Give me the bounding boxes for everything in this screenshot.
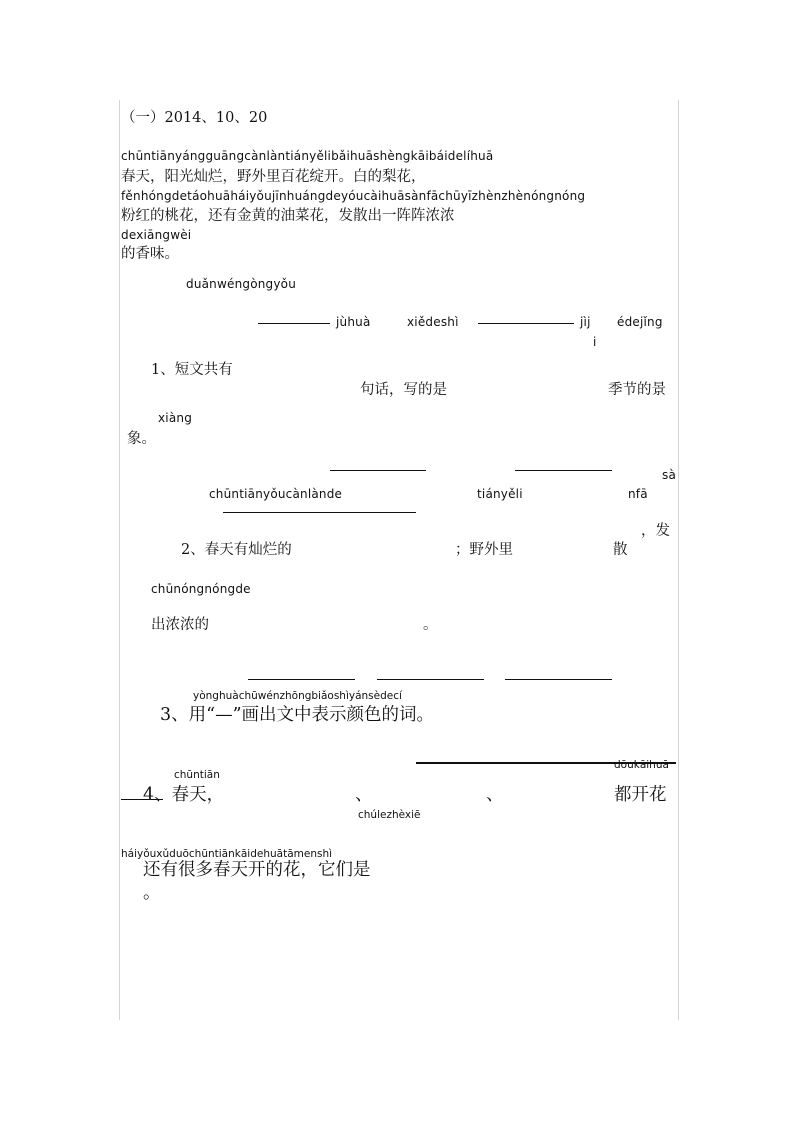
pinyin-nfa: nfā — [628, 487, 648, 501]
pinyin-sa: sà — [662, 468, 677, 482]
pinyin-chunongnong: chūnóngnóngde — [151, 582, 251, 596]
q4-text-part-3: 还有很多春天开的花，它们是 — [143, 860, 371, 880]
answer-blank — [478, 323, 574, 324]
q1-text-part-1: 1、短文共有 — [151, 362, 233, 378]
passage-pinyin-line-3: dexiāngwèi — [121, 228, 192, 242]
q2-text-part-4: 出浓浓的 — [151, 617, 209, 633]
answer-blank — [121, 799, 163, 800]
answer-blank — [330, 470, 426, 471]
q4-text-part-2: 都开花 — [614, 785, 667, 805]
q2-period: 。 — [423, 617, 438, 633]
q2-text-part-3: 散 — [613, 542, 628, 558]
q2-text-part-2: ；野外里 — [455, 542, 513, 558]
passage-pinyin-line-1: chūntiānyángguāngcànlàntiányělibǎihuāshèngkāibáidelíhuā — [121, 149, 494, 163]
q4-period: 。 — [143, 883, 161, 903]
pinyin-tianyeli: tiányěli — [477, 487, 523, 501]
answer-blank — [377, 679, 484, 680]
pinyin-xiang: xiàng — [158, 411, 193, 425]
passage-text-line-2: 粉红的桃花，还有金黄的油菜花，发散出一阵阵浓浓 — [121, 208, 455, 224]
answer-blank — [258, 323, 330, 324]
q2-comma-fa: ，发 — [641, 523, 670, 539]
page-frame-right — [678, 100, 679, 1020]
pinyin-i: i — [593, 335, 597, 349]
q2-text-part-1: 2、春天有灿烂的 — [181, 542, 292, 558]
passage-text-line-1: 春天，阳光灿烂，野外里百花绽开。白的梨花， — [121, 169, 426, 185]
page-frame-left — [119, 100, 120, 1020]
pinyin-xiedeshi: xiědeshì — [407, 315, 459, 329]
q4-separator-1: 、 — [355, 785, 373, 805]
pinyin-juhua: jùhuà — [336, 315, 371, 329]
q1-text-part-2: 句话，写的是 — [360, 382, 447, 398]
q4-separator-2: 、 — [486, 785, 504, 805]
pinyin-chuntian-canlan: chūntiānyǒucànlànde — [209, 487, 343, 501]
pinyin-chuntian: chūntiān — [174, 769, 220, 781]
passage-text-line-3: 的香味。 — [121, 246, 179, 262]
pinyin-doukaihua: dōukāihuā — [614, 759, 669, 771]
answer-blank — [505, 679, 612, 680]
pinyin-duanwen: duǎnwéngòngyǒu — [186, 277, 297, 291]
q3-pinyin: yònghuàchūwénzhōngbiǎoshìyánsèdecí — [193, 690, 402, 702]
pinyin-chulezhexie: chúlezhèxiē — [358, 809, 421, 821]
passage-pinyin-line-2: fěnhóngdetáohuāháiyǒujīnhuángdeyóucàihuāsànfāchūyīzhènzhènóngnóng — [121, 189, 586, 203]
q1-text-part-4: 象。 — [127, 431, 156, 447]
answer-blank — [515, 470, 612, 471]
date-heading: （一）2014、10、20 — [121, 110, 268, 126]
q4-text-part-1: 4、春天， — [143, 785, 225, 805]
pinyin-edejing: édejǐng — [617, 315, 663, 329]
q3-text: 3、用“—”画出文中表示颜色的词。 — [160, 705, 435, 725]
pinyin-haiyouxuduo: háiyǒuxǔduōchūntiānkāidehuātāmenshì — [121, 848, 333, 860]
q1-text-part-3: 季节的景 — [608, 382, 666, 398]
answer-blank — [248, 679, 355, 680]
answer-blank — [223, 512, 416, 513]
pinyin-jij: jìj — [580, 315, 591, 329]
